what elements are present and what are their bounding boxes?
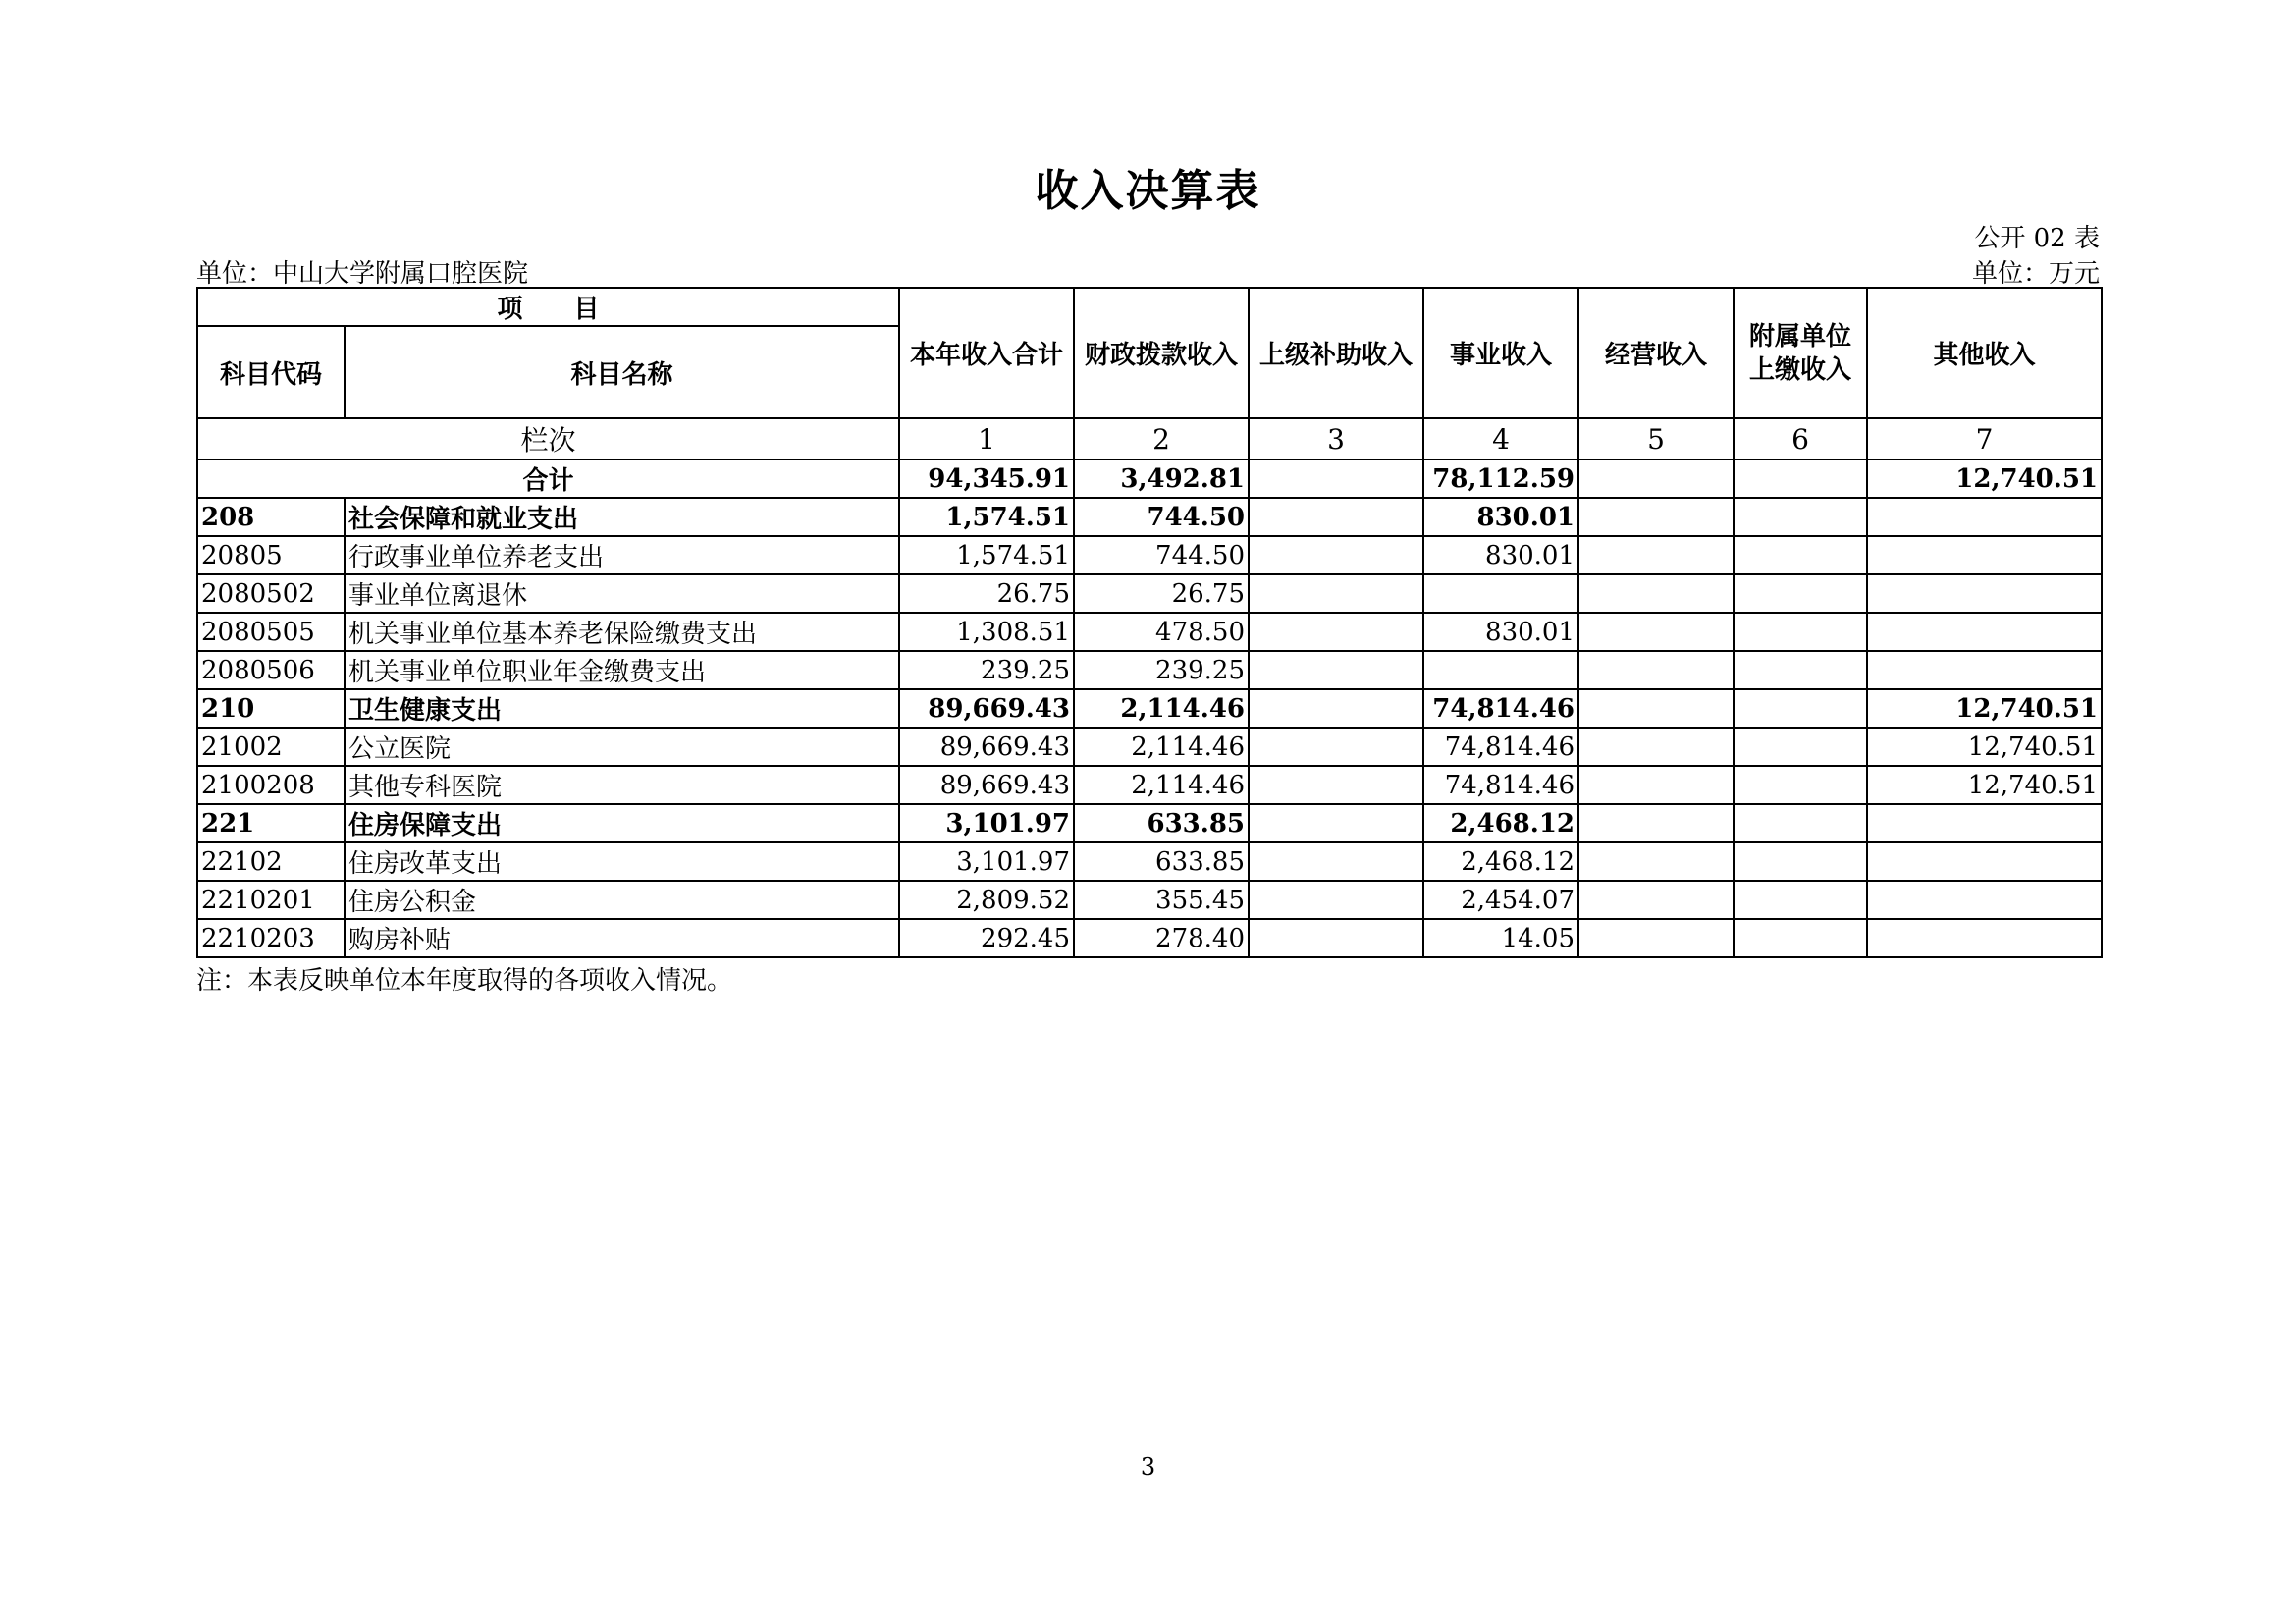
subject-name: 购房补贴	[345, 919, 899, 957]
amount-cell	[1578, 498, 1734, 536]
amount-cell: 292.45	[899, 919, 1074, 957]
index-cell: 5	[1578, 418, 1734, 460]
amount-cell	[1249, 804, 1423, 842]
amount-cell	[1578, 766, 1734, 804]
amount-cell: 12,740.51	[1867, 766, 2102, 804]
table-row	[197, 498, 2102, 536]
amount-cell	[1867, 536, 2102, 574]
amount-cell: 278.40	[1074, 919, 1249, 957]
amount-cell: 239.25	[1074, 651, 1249, 689]
total-cell	[1734, 460, 1867, 498]
index-cell: 7	[1867, 418, 2102, 460]
amount-cell: 2,468.12	[1423, 842, 1578, 881]
amount-cell: 14.05	[1423, 919, 1578, 957]
subject-code: 2080502	[197, 574, 345, 613]
amount-cell	[1578, 574, 1734, 613]
subject-code: 2210203	[197, 919, 345, 957]
subject-name: 住房公积金	[345, 881, 899, 919]
amount-cell: 2,114.46	[1074, 728, 1249, 766]
amount-cell	[1249, 689, 1423, 728]
amount-cell	[1249, 842, 1423, 881]
amount-cell	[1867, 498, 2102, 536]
amount-cell	[1578, 842, 1734, 881]
amount-cell	[1867, 574, 2102, 613]
header-col1: 本年收入合计	[899, 288, 1074, 418]
table-row	[197, 689, 2102, 728]
amount-cell: 74,814.46	[1423, 728, 1578, 766]
amount-cell	[1578, 536, 1734, 574]
amount-cell	[1867, 651, 2102, 689]
amount-cell: 2,454.07	[1423, 881, 1578, 919]
header-code: 科目代码	[197, 326, 345, 418]
amount-cell: 744.50	[1074, 536, 1249, 574]
currency-unit: 单位：万元	[1971, 259, 2100, 289]
income-table	[196, 287, 2103, 958]
subject-code: 2210201	[197, 881, 345, 919]
amount-cell	[1734, 574, 1867, 613]
amount-cell	[1249, 613, 1423, 651]
header-col6	[1734, 288, 1867, 418]
total-label: 合计	[197, 460, 899, 498]
amount-cell: 633.85	[1074, 842, 1249, 881]
amount-cell: 74,814.46	[1423, 689, 1578, 728]
amount-cell: 89,669.43	[899, 689, 1074, 728]
index-row	[197, 418, 2102, 460]
amount-cell: 830.01	[1423, 536, 1578, 574]
amount-cell	[1734, 766, 1867, 804]
amount-cell: 89,669.43	[899, 766, 1074, 804]
index-cell: 3	[1249, 418, 1423, 460]
header-col7: 其他收入	[1867, 288, 2102, 418]
total-cell: 12,740.51	[1867, 460, 2102, 498]
amount-cell: 744.50	[1074, 498, 1249, 536]
amount-cell: 1,574.51	[899, 536, 1074, 574]
amount-cell: 2,809.52	[899, 881, 1074, 919]
amount-cell: 830.01	[1423, 498, 1578, 536]
subject-code: 210	[197, 689, 345, 728]
amount-cell: 74,814.46	[1423, 766, 1578, 804]
subject-code: 221	[197, 804, 345, 842]
header-name: 科目名称	[345, 326, 899, 418]
subject-name: 其他专科医院	[345, 766, 899, 804]
header-item: 项 目	[197, 288, 899, 326]
amount-cell	[1423, 651, 1578, 689]
amount-cell	[1249, 919, 1423, 957]
amount-cell	[1249, 574, 1423, 613]
amount-cell	[1578, 881, 1734, 919]
amount-cell	[1734, 804, 1867, 842]
amount-cell	[1249, 536, 1423, 574]
header-row-1	[197, 288, 2102, 326]
amount-cell: 830.01	[1423, 613, 1578, 651]
amount-cell	[1734, 881, 1867, 919]
subject-name: 住房保障支出	[345, 804, 899, 842]
amount-cell: 12,740.51	[1867, 689, 2102, 728]
table-row	[197, 574, 2102, 613]
amount-cell	[1734, 728, 1867, 766]
subject-code: 20805	[197, 536, 345, 574]
amount-cell	[1578, 728, 1734, 766]
index-cell: 6	[1734, 418, 1867, 460]
amount-cell	[1249, 651, 1423, 689]
index-label: 栏次	[197, 418, 899, 460]
header-col3: 上级补助收入	[1249, 288, 1423, 418]
unit-name: 单位：中山大学附属口腔医院	[196, 259, 529, 289]
subject-code: 21002	[197, 728, 345, 766]
amount-cell	[1867, 613, 2102, 651]
total-cell	[1249, 460, 1423, 498]
amount-cell: 478.50	[1074, 613, 1249, 651]
subject-code: 2080505	[197, 613, 345, 651]
subject-name: 住房改革支出	[345, 842, 899, 881]
amount-cell: 89,669.43	[899, 728, 1074, 766]
amount-cell	[1578, 613, 1734, 651]
amount-cell: 2,468.12	[1423, 804, 1578, 842]
amount-cell	[1734, 536, 1867, 574]
subject-name: 机关事业单位职业年金缴费支出	[345, 651, 899, 689]
table-row	[197, 919, 2102, 957]
table-row	[197, 804, 2102, 842]
amount-cell	[1867, 804, 2102, 842]
amount-cell: 26.75	[899, 574, 1074, 613]
subject-code: 22102	[197, 842, 345, 881]
subject-code: 2100208	[197, 766, 345, 804]
amount-cell	[1734, 613, 1867, 651]
header-col6-line1: 附属单位	[1749, 321, 1852, 352]
amount-cell: 2,114.46	[1074, 689, 1249, 728]
amount-cell: 2,114.46	[1074, 766, 1249, 804]
amount-cell: 355.45	[1074, 881, 1249, 919]
total-cell: 78,112.59	[1423, 460, 1578, 498]
amount-cell	[1867, 919, 2102, 957]
table-row	[197, 766, 2102, 804]
table-note: 注：本表反映单位本年度取得的各项收入情况。	[196, 966, 733, 996]
total-cell: 3,492.81	[1074, 460, 1249, 498]
total-row	[197, 460, 2102, 498]
amount-cell	[1867, 881, 2102, 919]
amount-cell	[1867, 842, 2102, 881]
subject-name: 卫生健康支出	[345, 689, 899, 728]
amount-cell: 3,101.97	[899, 842, 1074, 881]
amount-cell: 1,574.51	[899, 498, 1074, 536]
amount-cell: 1,308.51	[899, 613, 1074, 651]
subject-name: 社会保障和就业支出	[345, 498, 899, 536]
amount-cell	[1734, 498, 1867, 536]
index-cell: 1	[899, 418, 1074, 460]
header-col6-line2: 上缴收入	[1749, 354, 1852, 385]
subject-name: 行政事业单位养老支出	[345, 536, 899, 574]
subject-code: 208	[197, 498, 345, 536]
amount-cell	[1578, 651, 1734, 689]
index-cell: 2	[1074, 418, 1249, 460]
table-row	[197, 651, 2102, 689]
table-row	[197, 728, 2102, 766]
subject-code: 2080506	[197, 651, 345, 689]
amount-cell: 633.85	[1074, 804, 1249, 842]
amount-cell	[1249, 881, 1423, 919]
form-number: 公开 02 表	[1974, 224, 2100, 253]
table-row	[197, 613, 2102, 651]
amount-cell	[1734, 689, 1867, 728]
total-cell: 94,345.91	[899, 460, 1074, 498]
amount-cell	[1423, 574, 1578, 613]
table-row	[197, 881, 2102, 919]
amount-cell	[1578, 804, 1734, 842]
amount-cell	[1249, 498, 1423, 536]
amount-cell: 26.75	[1074, 574, 1249, 613]
page-number: 3	[1140, 1453, 1156, 1481]
header-col2: 财政拨款收入	[1074, 288, 1249, 418]
header-col5: 经营收入	[1578, 288, 1734, 418]
amount-cell	[1578, 689, 1734, 728]
total-cell	[1578, 460, 1734, 498]
subject-name: 公立医院	[345, 728, 899, 766]
amount-cell: 239.25	[899, 651, 1074, 689]
index-cell: 4	[1423, 418, 1578, 460]
header-col4: 事业收入	[1423, 288, 1578, 418]
amount-cell	[1734, 651, 1867, 689]
amount-cell	[1734, 919, 1867, 957]
amount-cell	[1578, 919, 1734, 957]
table-row	[197, 536, 2102, 574]
page-title: 收入决算表	[1035, 166, 1261, 216]
subject-name: 事业单位离退休	[345, 574, 899, 613]
amount-cell	[1734, 842, 1867, 881]
table-row	[197, 842, 2102, 881]
subject-name: 机关事业单位基本养老保险缴费支出	[345, 613, 899, 651]
amount-cell: 12,740.51	[1867, 728, 2102, 766]
amount-cell: 3,101.97	[899, 804, 1074, 842]
amount-cell	[1249, 728, 1423, 766]
amount-cell	[1249, 766, 1423, 804]
